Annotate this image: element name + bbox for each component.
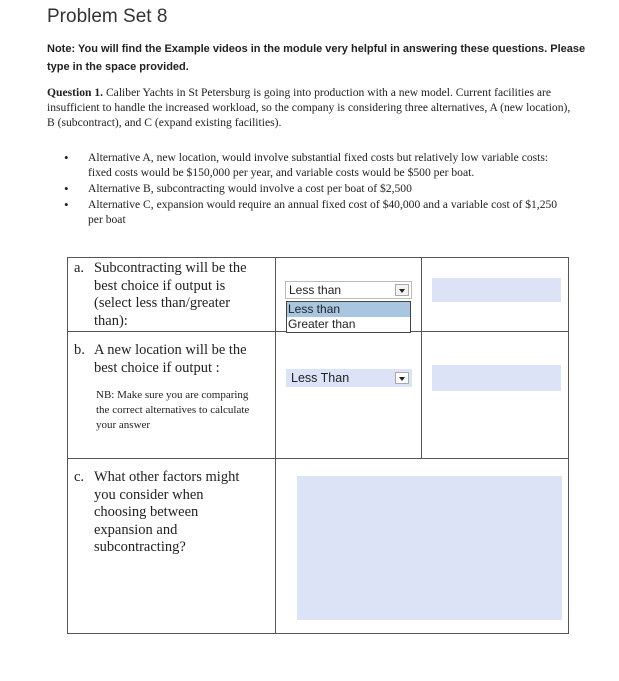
list-item: • Alternative C, expansion would require an annual fixed cost of $40,000 and a variable cost of $1,250 per boat <box>55 197 565 227</box>
table-divider <box>68 458 568 459</box>
part-a-label: a. <box>74 260 85 276</box>
dropdown-option[interactable]: Greater than <box>288 317 356 331</box>
answer-table <box>67 257 569 634</box>
question-1-label: Question 1. <box>47 86 104 99</box>
alternatives-list <box>55 150 565 228</box>
part-a-select-value: Less than <box>289 283 342 297</box>
part-a-select[interactable] <box>285 281 412 299</box>
table-divider <box>421 258 422 458</box>
part-a-text: Subcontracting will be the best choice if output is (select less than/greater than): <box>94 260 247 329</box>
part-b-question <box>74 342 269 382</box>
part-b-note: NB: Make sure you are comparing the correct alternatives to calculate your answer <box>96 389 250 431</box>
instructions-note: Note: You will find the Example videos in the module very helpful in answering these questions. Please type in the space provided. <box>47 43 586 73</box>
page-title: Problem Set 8 <box>47 6 168 27</box>
part-c-label: c. <box>74 469 85 485</box>
chevron-down-icon[interactable] <box>395 284 409 296</box>
part-b-label: b. <box>74 342 85 358</box>
question-1-text: Caliber Yachts in St Petersburg is going into production with a new model. Current facilities are insufficient to handle the increased workload, so the company is considering three alternatives, A (new location), B (subcontract), and C (expand existing facilities). <box>47 86 571 129</box>
list-item: • Alternative A, new location, would involve substantial fixed costs but relatively low variable costs: fixed costs would be $150,000 per year, and variable costs would be $500 per boat. <box>55 150 565 180</box>
part-b-answer-field[interactable] <box>432 365 561 391</box>
part-b-select-value: Less Than <box>291 371 350 385</box>
chevron-down-icon[interactable] <box>395 372 409 384</box>
part-b-text: A new location will be the best choice if output : <box>94 342 247 376</box>
list-item: • Alternative B, subcontracting would involve a cost per boat of $2,500 <box>55 181 565 196</box>
part-a-answer-field[interactable] <box>432 278 561 302</box>
part-c-question <box>74 469 269 569</box>
dropdown-option[interactable]: Less than <box>287 302 410 317</box>
part-b-select[interactable] <box>286 369 412 387</box>
question-1 <box>47 85 577 130</box>
part-a-question <box>74 260 269 330</box>
part-c-text: What other factors might you consider when choosing between expansion and subcontracting? <box>94 469 240 555</box>
table-divider <box>275 258 276 633</box>
part-c-answer-field[interactable] <box>297 476 562 620</box>
part-a-dropdown[interactable] <box>286 301 411 333</box>
